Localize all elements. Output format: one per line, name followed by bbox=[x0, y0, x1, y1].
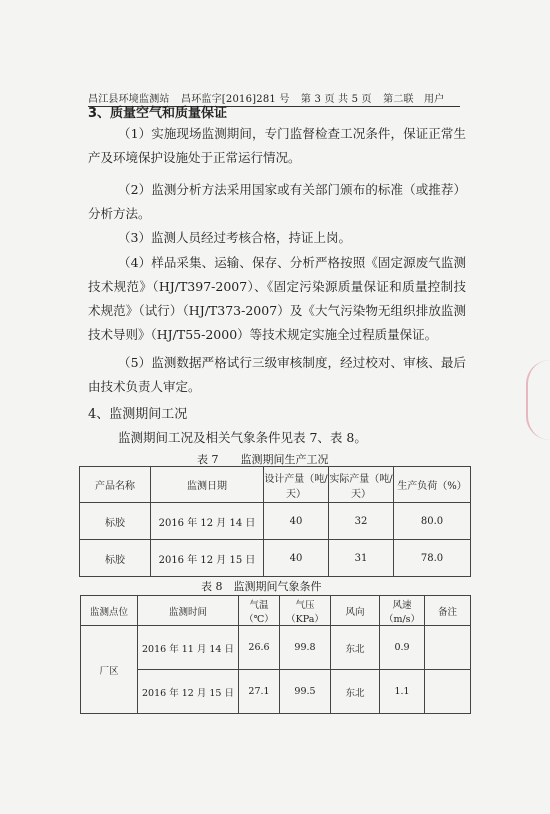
table8-cell bbox=[425, 626, 471, 670]
table-row bbox=[81, 626, 471, 670]
table7-cell: 2016 年 12 月 14 日 bbox=[151, 503, 264, 540]
section4-title: 4、监测期间工况 bbox=[88, 407, 188, 422]
table-row bbox=[81, 670, 471, 714]
table8-header-temp: 气温（℃） bbox=[239, 596, 280, 626]
table8-cell: 0.9 bbox=[380, 626, 425, 670]
table-row bbox=[80, 540, 471, 577]
table7-cell: 2016 年 12 月 15 日 bbox=[151, 540, 264, 577]
table8-cell: 26.6 bbox=[239, 626, 280, 670]
table8 bbox=[80, 595, 471, 714]
table8-header-wind-speed: 风速（m/s） bbox=[380, 596, 425, 626]
table8-site: 厂区 bbox=[81, 626, 138, 714]
table8-cell: 1.1 bbox=[380, 670, 425, 714]
table7-header-design: 设计产量（吨/天） bbox=[264, 467, 329, 503]
table8-cell: 27.1 bbox=[239, 670, 280, 714]
table7-cell: 标胶 bbox=[80, 503, 151, 540]
table8-cell: 东北 bbox=[331, 670, 380, 714]
table8-caption: 表 8 监测期间气象条件 bbox=[201, 580, 322, 593]
paragraph-4: （4）样品采集、运输、保存、分析严格按照《固定源废气监测技术规范》（HJ/T397-2007）、《固定污染源质量保证和质量控制技术规范》（试行）（HJ/T373-2007）及《大气污染物无组织排放监测技术导则》（HJ/T55-2000）等技术规定实施全过程质量保证。 bbox=[88, 255, 466, 342]
paragraph-1: （1）实施现场监测期间，专门监督检查工况条件，保证正常生产及环境保护设施处于正常运行情况。 bbox=[88, 126, 466, 165]
table7-cell: 标胶 bbox=[80, 540, 151, 577]
table7-header-load: 生产负荷（%） bbox=[394, 467, 471, 503]
header-page: 第 3 页 共 5 页 bbox=[300, 94, 372, 105]
table8-cell bbox=[425, 670, 471, 714]
paragraph-3: （3）监测人员经过考核合格，持证上岗。 bbox=[118, 230, 351, 245]
header-doc-no: 昌环监字[2016]281 号 bbox=[181, 94, 290, 105]
table7 bbox=[79, 466, 471, 577]
table8-cell: 99.8 bbox=[280, 626, 331, 670]
table7-cell: 32 bbox=[329, 503, 394, 540]
table7-caption: 表 7 监测期间生产工况 bbox=[197, 453, 329, 466]
table7-cell: 40 bbox=[264, 540, 329, 577]
table7-cell: 78.0 bbox=[394, 540, 471, 577]
paragraph-2: （2）监测分析方法采用国家或有关部门颁布的标准（或推荐）分析方法。 bbox=[88, 182, 466, 221]
table7-header-actual: 实际产量（吨/天） bbox=[329, 467, 394, 503]
header-org: 昌江县环境监测站 bbox=[88, 94, 170, 105]
section3-title: 3、质量空气和质量保证 bbox=[88, 106, 228, 121]
table7-header-date: 监测日期 bbox=[151, 467, 264, 503]
table8-header-pressure: 气压（KPa） bbox=[280, 596, 331, 626]
paragraph-5: （5）监测数据严格试行三级审核制度，经过校对、审核、最后由技术负责人审定。 bbox=[88, 355, 466, 394]
table8-cell: 2016 年 12 月 15 日 bbox=[138, 670, 239, 714]
seal-stamp-fragment bbox=[526, 360, 550, 440]
table8-cell: 东北 bbox=[331, 626, 380, 670]
table8-header-site: 监测点位 bbox=[81, 596, 138, 626]
table-row bbox=[80, 503, 471, 540]
table7-cell: 40 bbox=[264, 503, 329, 540]
table8-cell: 99.5 bbox=[280, 670, 331, 714]
table8-header-remarks: 备注 bbox=[425, 596, 471, 626]
section4-intro: 监测期间工况及相关气象条件见表 7、表 8。 bbox=[118, 430, 367, 445]
table8-cell: 2016 年 11 月 14 日 bbox=[138, 626, 239, 670]
table8-header-wind-dir: 风向 bbox=[331, 596, 380, 626]
header-copy: 第二联 用户 bbox=[383, 94, 445, 105]
table7-cell: 31 bbox=[329, 540, 394, 577]
table7-cell: 80.0 bbox=[394, 503, 471, 540]
table8-header-time: 监测时间 bbox=[138, 596, 239, 626]
table7-header-product: 产品名称 bbox=[80, 467, 151, 503]
